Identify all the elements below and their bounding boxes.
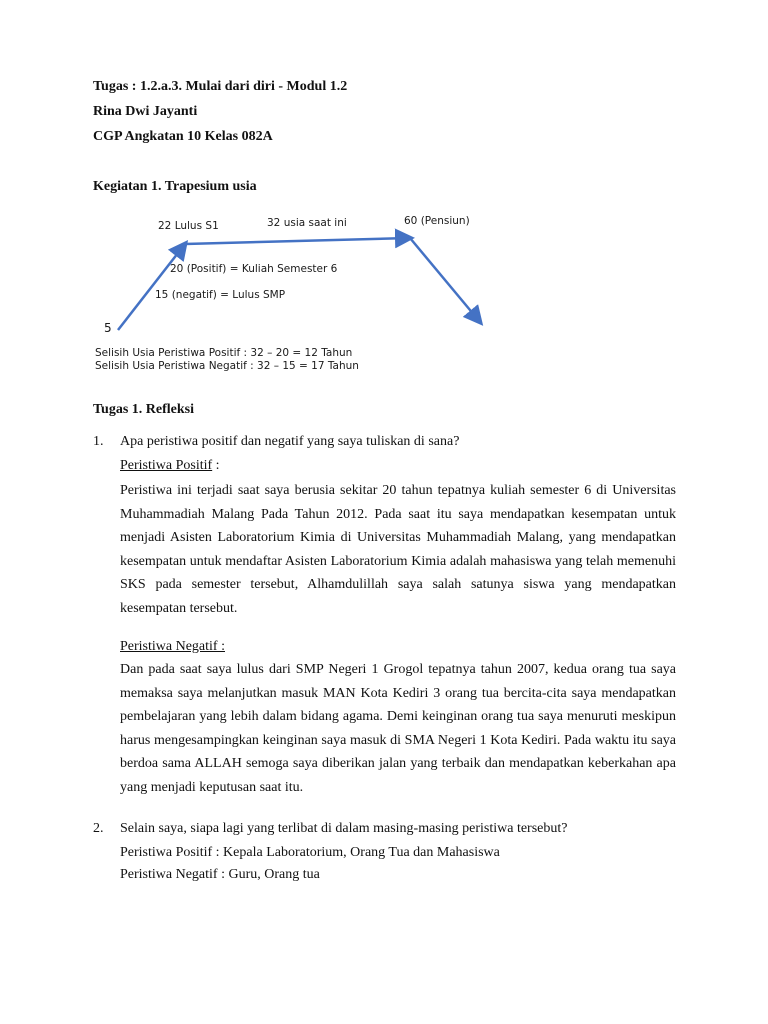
question-2-text: Selain saya, siapa lagi yang terlibat di dalam masing-masing peristiwa tersebut? — [120, 821, 568, 836]
pension-label: 60 (Pensiun) — [404, 215, 470, 227]
age-trapezoid-diagram — [0, 200, 768, 380]
question-1-text: Apa peristiwa positif dan negatif yang saya tuliskan di sana? — [120, 434, 460, 449]
graduation-label: 22 Lulus S1 — [158, 220, 219, 232]
reflection-title: Tugas 1. Refleksi — [93, 402, 195, 417]
negative-event-label: 15 (negatif) = Lulus SMP — [155, 289, 286, 301]
positive-event-label: 20 (Positif) = Kuliah Semester 6 — [170, 263, 338, 275]
positive-difference: Selisih Usia Peristiwa Positif : 32 – 20 = 12 Tahun — [95, 347, 353, 359]
positive-heading: Peristiwa Positif : — [120, 458, 220, 473]
positive-paragraph: Peristiwa ini terjadi saat saya berusia sekitar 20 tahun tepatnya kuliah semester 6 di Universitas Muhammadiah Malang Pada Tahun 2012. Pada saat itu saya mendapatkan kesempatan untuk menjadi Asisten Laboratorium Kimia di Universitas Muhammadiah Malang, yang mendapatkan kesempatan untuk mendaftar Asisten Laboratorium Kimia adalah mahasiswa yang telah memenuhi SKS pada semester tersebut, Alhamdulillah saya salah satunya siswa yang mendapatkan kesempatan tersebut. — [120, 483, 676, 616]
negative-difference: Selisih Usia Peristiwa Negatif : 32 – 15 = 17 Tahun — [95, 360, 359, 372]
negative-heading: Peristiwa Negatif : — [120, 639, 225, 654]
current-age-label: 32 usia saat ini — [267, 217, 347, 229]
negative-answer: Peristiwa Negatif : Guru, Orang tua — [120, 867, 320, 882]
author-name: Rina Dwi Jayanti — [93, 104, 198, 119]
task-title: Tugas : 1.2.a.3. Mulai dari diri - Modul 1.2 — [93, 79, 348, 94]
start-age-label: 5 — [104, 321, 112, 335]
rising-arrow — [118, 244, 185, 330]
negative-paragraph: Dan pada saat saya lulus dari SMP Negeri 1 Grogol tepatnya tahun 2007, kedua orang tua saya memaksa saya melanjutkan masuk MAN Kota Kediri 3 orang tua bercita-cita saya mendapatkan pembelajaran yang lebih dalam bidang agama. Demi keinginan orang tua saya menuruti meskipun harus mengesampingkan keinginan saya masuk di SMA Negeri 1 Kota Kediri. Pada waktu itu saya berdoa sama ALLAH semoga saya diberikan jalan yang terbaik dan mendapatkan keberkahan apa yang menjadi keputusan saat itu. — [120, 662, 676, 795]
question-2-number: 2. — [93, 821, 104, 836]
activity-title: Kegiatan 1. Trapesium usia — [93, 179, 257, 194]
class-info: CGP Angkatan 10 Kelas 082A — [93, 129, 273, 144]
question-1-number: 1. — [93, 434, 104, 449]
positive-answer: Peristiwa Positif : Kepala Laboratorium, Orang Tua dan Mahasiswa — [120, 845, 500, 860]
plateau-arrow — [185, 238, 410, 244]
falling-arrow — [410, 238, 480, 322]
